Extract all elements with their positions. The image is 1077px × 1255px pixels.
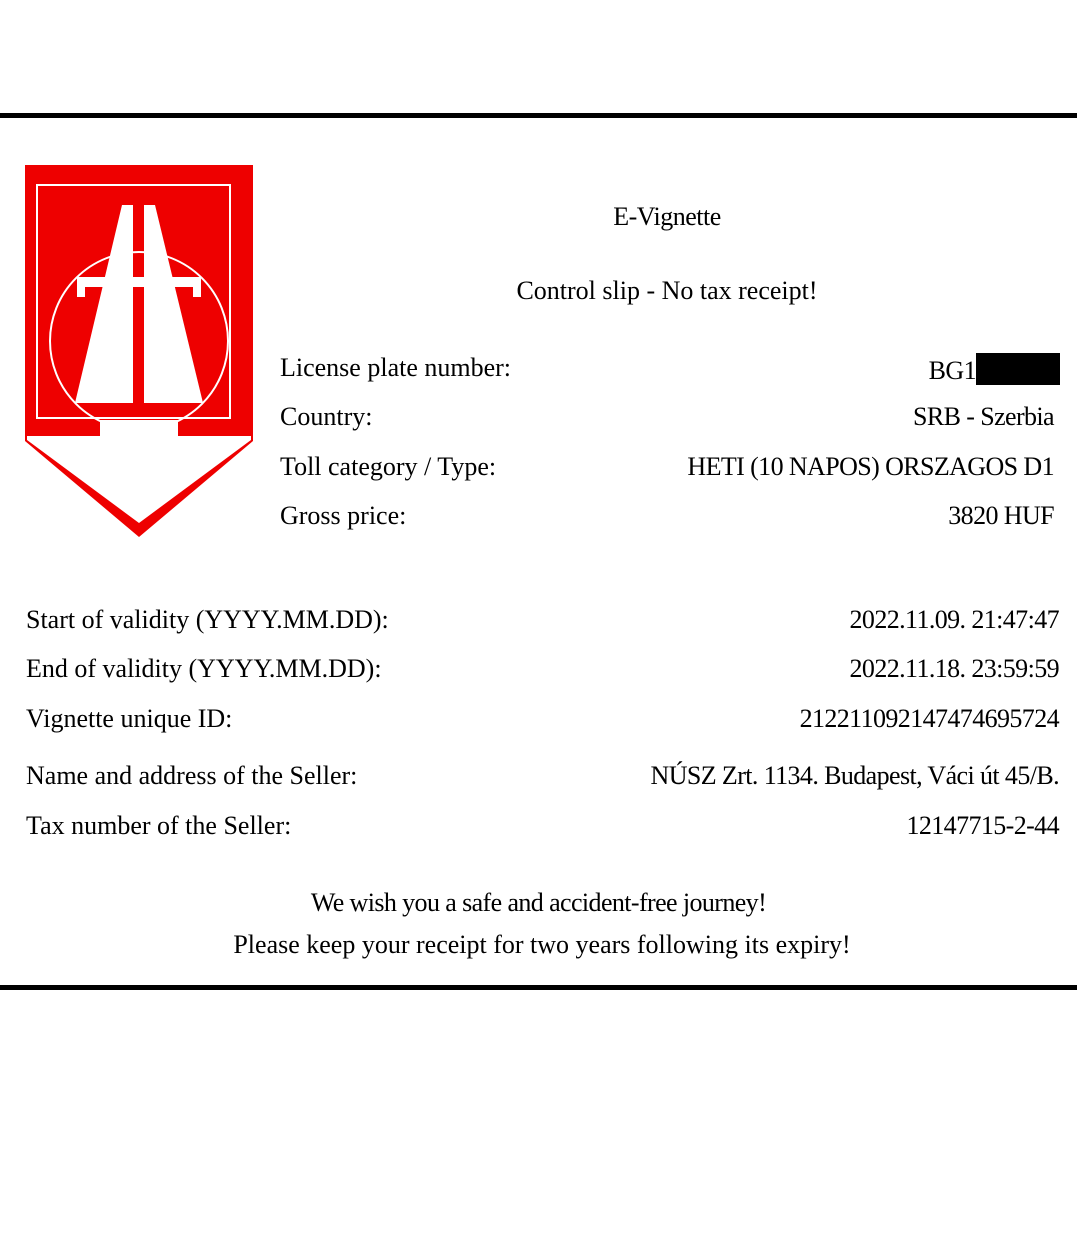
motorway-shield-logo-icon [25, 165, 253, 537]
id-label: Vignette unique ID: [26, 704, 233, 733]
country-value: SRB - Szerbia [913, 402, 1054, 431]
plate-row [280, 353, 1054, 387]
price-label: Gross price: [280, 501, 407, 530]
end-row [26, 654, 1059, 688]
country-label: Country: [280, 402, 373, 431]
bottom-divider [0, 985, 1077, 990]
country-row [280, 402, 1054, 436]
seller-label: Name and address of the Seller: [26, 761, 358, 790]
end-label: End of validity (YYYY.MM.DD): [26, 654, 382, 683]
tax-value: 12147715-2-44 [906, 811, 1059, 840]
redaction-box [976, 353, 1060, 385]
end-value: 2022.11.18. 23:59:59 [849, 654, 1059, 683]
plate-value: BG1 [928, 356, 976, 385]
category-label: Toll category / Type: [280, 452, 497, 481]
price-value: 3820 HUF [948, 501, 1054, 530]
seller-value: NÚSZ Zrt. 1134. Budapest, Váci út 45/B. [650, 761, 1059, 790]
price-row [280, 501, 1054, 535]
keep-receipt-note: Please keep your receipt for two years following its expiry! [233, 930, 851, 959]
top-divider [0, 113, 1077, 118]
category-value: HETI (10 NAPOS) ORSZAGOS D1 [687, 452, 1054, 481]
plate-value-wrap [929, 353, 1060, 386]
document-subtitle: Control slip - No tax receipt! [516, 276, 818, 305]
seller-row [26, 761, 1059, 795]
tax-row [26, 811, 1059, 845]
document-title: E-Vignette [613, 202, 721, 231]
category-row [280, 452, 1054, 486]
id-row [26, 704, 1059, 738]
tax-label: Tax number of the Seller: [26, 811, 292, 840]
start-label: Start of validity (YYYY.MM.DD): [26, 605, 389, 634]
safe-journey-message: We wish you a safe and accident-free journey! [310, 888, 767, 917]
id-value: 212211092147474695724 [799, 704, 1059, 733]
start-row [26, 605, 1059, 639]
plate-label: License plate number: [280, 353, 512, 382]
start-value: 2022.11.09. 21:47:47 [849, 605, 1059, 634]
